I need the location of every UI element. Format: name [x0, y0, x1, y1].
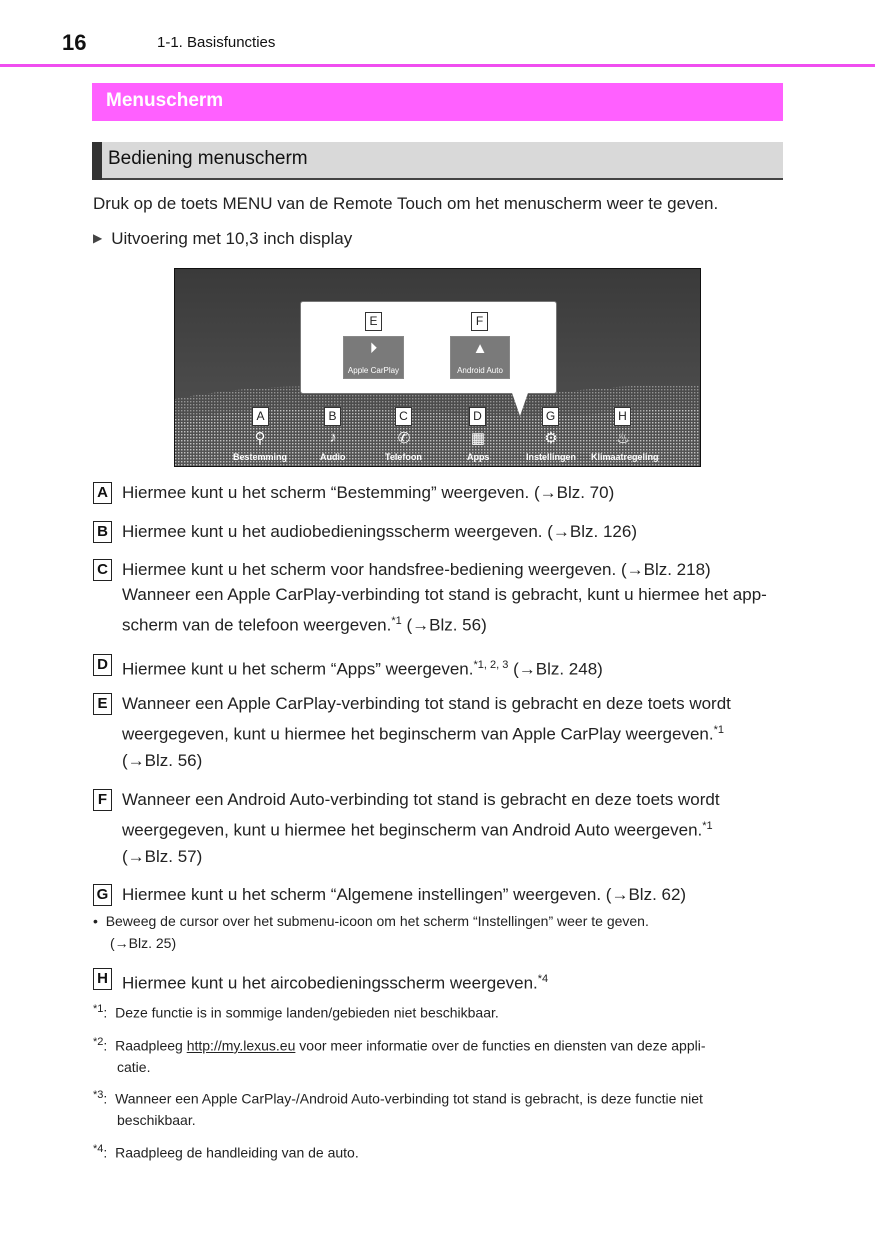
footnote-3-line2: beschikbaar.	[117, 1112, 196, 1128]
android-auto-label: Android Auto	[457, 366, 503, 375]
callout-f: F	[471, 312, 488, 331]
footnote-4-text: Raadpleeg de handleiding van de auto.	[115, 1144, 359, 1161]
footnote-4-mark: *4	[93, 1143, 104, 1155]
item-a-text: Hiermee kunt u het scherm “Bestemming” weergeven. (→Blz. 70)	[122, 483, 615, 502]
footnote-3-text: Wanneer een Apple CarPlay-/Android Auto-verbinding tot stand is gebracht, is deze functie niet	[115, 1090, 703, 1107]
footnote-2: $^{*2}$: Raadpleeg http://my.lexus.eu voor meer informatie over de functies en diensten van deze appli-	[93, 1036, 706, 1054]
callout-e: E	[365, 312, 382, 331]
nav-label-instellingen: Instellingen	[526, 452, 577, 462]
subsection-marker	[92, 142, 102, 180]
apple-carplay-tile[interactable]	[343, 336, 404, 379]
music-note-icon[interactable]: ♪	[329, 429, 337, 446]
callout-c: C	[395, 407, 412, 426]
item-e-letter: E	[93, 693, 112, 715]
item-d-ref: (→Blz. 248)	[508, 659, 603, 679]
footnote-1: $^{*1}$: Deze functie is in sommige landen/gebieden niet beschikbaar.	[93, 1003, 499, 1021]
footnote-2-mark: *2	[93, 1036, 104, 1048]
item-a-letter: A	[93, 482, 112, 504]
item-g-letter: G	[93, 884, 112, 906]
app-popup	[300, 301, 557, 394]
footnote-4: $^{*4}$: Raadpleeg de handleiding van de auto.	[93, 1143, 359, 1161]
nav-label-klimaatregeling: Klimaatregeling	[591, 452, 659, 462]
item-e-line2	[122, 724, 724, 745]
variant-text: Uitvoering met 10,3 inch display	[111, 229, 353, 248]
page-number: 16	[62, 30, 87, 55]
item-c-line3-ref: (→Blz. 56)	[401, 615, 487, 635]
item-d-letter: D	[93, 654, 112, 676]
subsection-title-band	[92, 142, 783, 180]
gear-icon[interactable]: ⚙	[544, 430, 558, 447]
menu-screen-illustration	[174, 268, 701, 467]
item-f-text: Wanneer een Android Auto-verbinding tot stand is gebracht en deze toets wordt	[122, 790, 720, 809]
footnote-2-line2: catie.	[117, 1059, 151, 1075]
item-g-bullet-text: Beweeg de cursor over het submenu-icoon om het scherm “Instellingen” weer te geven.	[105, 913, 649, 929]
item-h-text: Hiermee kunt u het aircobedieningsscherm weergeven.	[122, 973, 538, 993]
item-h-footnote-mark: *4	[537, 973, 549, 985]
triangle-icon: ▶	[93, 231, 103, 245]
item-f-footnote-mark: *1	[702, 820, 713, 832]
section-title: Menuscherm	[106, 90, 224, 111]
section-title-band	[92, 83, 783, 121]
intro-text: Druk op de toets MENU van de Remote Touch om het menuscherm weer te geven.	[93, 194, 719, 213]
chapter-title: 1-1. Basisfuncties	[157, 34, 276, 51]
nav-label-telefoon: Telefoon	[385, 452, 422, 462]
item-d-text: Hiermee kunt u het scherm “Apps” weergeven.	[122, 659, 474, 679]
nav-label-bestemming: Bestemming	[233, 452, 288, 462]
callout-g: G	[542, 407, 559, 426]
item-d-footnote-mark: *1, 2, 3	[473, 659, 509, 671]
item-b-text: Hiermee kunt u het audiobedieningsscherm weergeven. (→Blz. 126)	[122, 522, 637, 541]
item-c-line3	[122, 615, 487, 636]
footnote-2-text: voor meer informatie over de functies en diensten van deze appli-	[295, 1037, 706, 1054]
android-auto-icon: ▲	[472, 340, 488, 357]
item-c-line2: Wanneer een Apple CarPlay-verbinding tot stand is gebracht, kunt u hiermee het app-	[122, 585, 767, 604]
subsection-title: Bediening menuscherm	[108, 148, 308, 169]
item-g-bullet	[93, 913, 649, 929]
popup-tail	[511, 390, 529, 416]
callout-d: D	[469, 407, 486, 426]
footnote-1-mark: *1	[93, 1003, 104, 1015]
item-f-line2	[122, 820, 713, 841]
item-g-text: Hiermee kunt u het scherm “Algemene instellingen” weergeven. (→Blz. 62)	[122, 885, 687, 904]
nav-label-audio: Audio	[320, 452, 346, 462]
item-e-line2-text: weergegeven, kunt u hiermee het beginscherm van Apple CarPlay weergeven.	[122, 724, 714, 744]
carplay-play-icon: ⏵	[369, 340, 378, 357]
item-d-line	[122, 654, 603, 681]
item-f-line3: (→Blz. 57)	[122, 847, 203, 866]
map-pin-icon[interactable]: ⚲	[254, 430, 266, 447]
item-c-text: Hiermee kunt u het scherm voor handsfree-bediening weergeven. (→Blz. 218)	[122, 560, 711, 579]
apps-grid-icon[interactable]: ▦	[470, 430, 486, 447]
callout-a: A	[252, 407, 269, 426]
callout-b: B	[324, 407, 341, 426]
phone-icon[interactable]: ✆	[397, 430, 411, 447]
footnote-3-mark: *3	[93, 1089, 104, 1101]
item-f-line2-text: weergegeven, kunt u hiermee het beginscherm van Android Auto weergeven.	[122, 820, 703, 840]
item-e-footnote-mark: *1	[713, 724, 724, 736]
footnote-1-text: Deze functie is in sommige landen/gebieden niet beschikbaar.	[115, 1004, 499, 1021]
lexus-link[interactable]: http://my.lexus.eu	[186, 1037, 296, 1054]
climate-seat-icon[interactable]: ♨	[616, 430, 630, 447]
item-c-line3-text: scherm van de telefoon weergeven.	[122, 615, 392, 635]
item-e-text: Wanneer een Apple CarPlay-verbinding tot stand is gebracht en deze toets wordt	[122, 694, 731, 713]
nav-label-apps: Apps	[467, 452, 490, 462]
variant-line	[93, 229, 352, 249]
item-c-footnote-mark: *1	[391, 615, 402, 627]
footnote-3: $^{*3}$: Wanneer een Apple CarPlay-/Android Auto-verbinding tot stand is gebracht, is deze functie niet	[93, 1089, 703, 1107]
item-e-line3: (→Blz. 56)	[122, 751, 203, 770]
footnote-2-pre: Raadpleeg	[115, 1037, 187, 1054]
item-h-line	[122, 968, 548, 995]
item-h-letter: H	[93, 968, 112, 990]
android-auto-tile[interactable]	[450, 336, 510, 379]
apple-carplay-label: Apple CarPlay	[347, 366, 400, 375]
bullet-dot-icon: •	[93, 913, 106, 929]
item-c-letter: C	[93, 559, 112, 581]
item-b-letter: B	[93, 521, 112, 543]
header-rule	[0, 64, 875, 67]
callout-h: H	[614, 407, 631, 426]
item-g-bullet-line2: (→Blz. 25)	[110, 935, 177, 951]
item-f-letter: F	[93, 789, 112, 811]
